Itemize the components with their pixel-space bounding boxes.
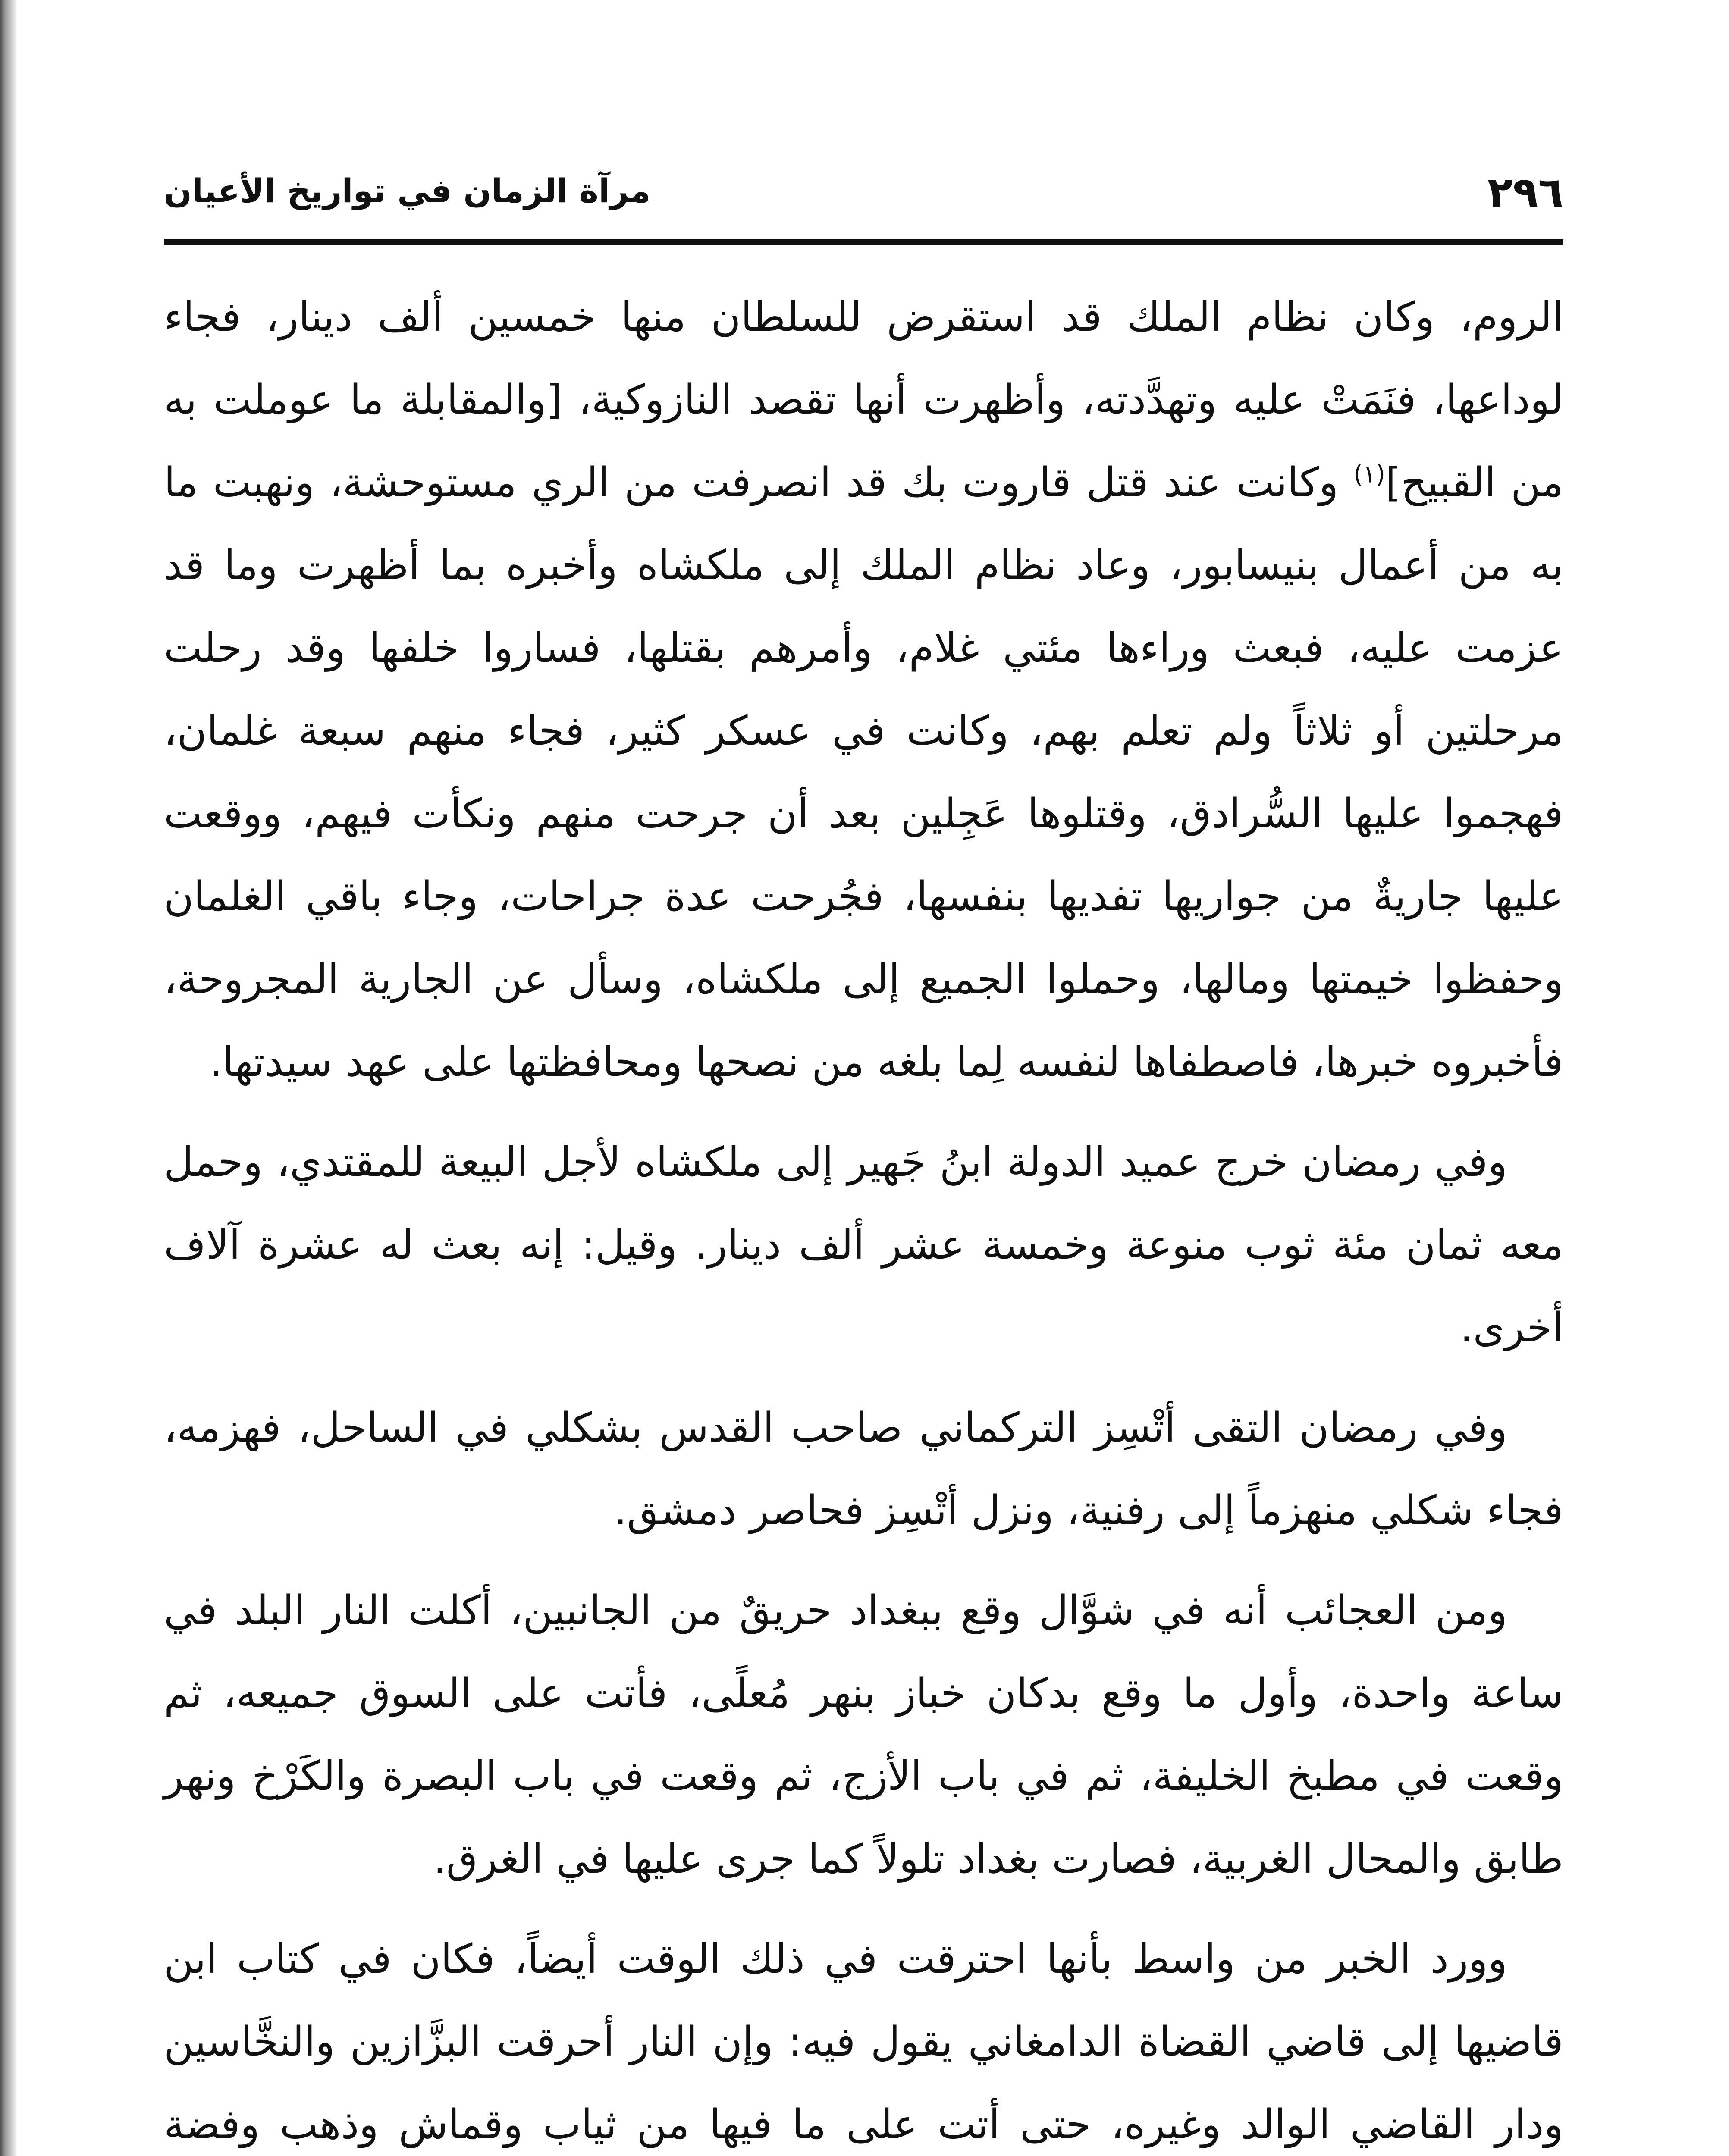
paragraph-1 — [164, 276, 1563, 1104]
page-binding-edge — [0, 0, 16, 2156]
paragraph-3: وفي رمضان التقى أتْسِز التركماني صاحب القدس بشكلي في الساحل، فهزمه، فجاء شكلي منهزماً إلى رفنية، ونزل أتْسِز فحاصر دمشق. — [164, 1404, 1563, 1534]
footnote-reference-1: (١) — [1353, 460, 1385, 489]
paragraph-1-part-2: وكانت عند قتل قاروت بك قد انصرفت من الري مستوحشة، ونهبت ما به من أعمال بنيسابور، وعاد نظام الملك إلى ملكشاه وأخبره بما أظهرت وما قد عزمت عليه، فبعث وراءها مئتي غلام، وأمرهم بقتلها، فساروا خلفها وقد رحلت مرحلتين أو ثلاثاً ولم تعلم بهم، وكانت في عسكر كثير، فجاء منهم سبعة غلمان، فهجموا عليها السُّرادق، وقتلوها عَجِلين بعد أن جرحت منهم ونكأت فيهم، ووقعت عليها جاريةٌ من جواريها تفديها بنفسها، فجُرحت عدة جراحات، وجاء باقي الغلمان وحفظوا خيمتها ومالها، وحملوا الجميع إلى ملكشاه، وسأل عن الجارية المجروحة، فأخبروه خبرها، فاصطفاها لنفسه لِما بلغه من نصحها ومحافظتها على عهد سيدتها. — [164, 459, 1563, 1086]
paragraph-5: وورد الخبر من واسط بأنها احترقت في ذلك الوقت أيضاً، فكان في كتاب ابن قاضيها إلى قاضي القضاة الدامغاني يقول فيه: وإن النار أحرقت البزَّازين والنخَّاسين ودار القاضي الوالد وغيره، حتى أتت على ما فيها من ثياب وقماش وذهب وفضة — [164, 1936, 1563, 2148]
page-header — [164, 160, 1563, 241]
header-rule — [164, 239, 1563, 245]
page-number: ٢٩٦ — [1487, 168, 1563, 216]
main-text — [164, 276, 1563, 2156]
paragraph-2: وفي رمضان خرج عميد الدولة ابنُ جَهير إلى ملكشاه لأجل البيعة للمقتدي، وحمل معه ثمان مئة ثوب منوعة وخمسة عشر ألف دينار. وقيل: إنه بعث له عشرة آلاف أخرى. — [164, 1139, 1563, 1351]
running-title: مرآة الزمان في تواريخ الأعيان — [164, 172, 651, 210]
paragraph-4: ومن العجائب أنه في شوَّال وقع ببغداد حريقٌ من الجانبين، أكلت النار البلد في ساعة واحدة، وأول ما وقع بدكان خباز بنهر مُعلًى، فأتت على السوق جميعه، ثم وقعت في مطبخ الخليفة، ثم في باب الأزج، ثم وقعت في باب البصرة والكَرْخ ونهر طابق والمحال الغربية، فصارت بغداد تلولاً كما جرى عليها في الغرق. — [164, 1587, 1563, 1883]
paragraph-1-part-1: الروم، وكان نظام الملك قد استقرض للسلطان منها خمسين ألف دينار، فجاء لوداعها، فنَمَتْ عليه وتهدَّدته، وأظهرت أنها تقصد النازوكية، [والمقابلة ما عوملت به من القبيح] — [164, 294, 1563, 506]
